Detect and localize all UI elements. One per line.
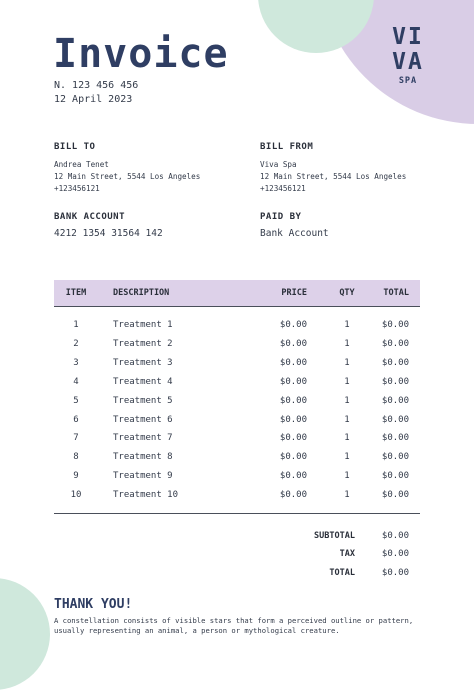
cell-item: 7 <box>73 433 79 444</box>
tax-label: TAX <box>339 549 355 559</box>
bill-to-phone: +123456121 <box>54 184 100 193</box>
cell-qty: 1 <box>344 320 350 330</box>
bank-account-value: 4212 1354 31564 142 <box>54 228 163 239</box>
cell-price: $0.00 <box>279 395 307 406</box>
invoice-title: Invoice <box>53 31 229 77</box>
cell-price: $0.00 <box>279 338 307 349</box>
cell-qty: 1 <box>344 395 350 406</box>
cell-total: $0.00 <box>381 395 409 406</box>
cell-qty: 1 <box>344 414 350 425</box>
column-header-total: TOTAL <box>383 288 409 298</box>
cell-price: $0.00 <box>279 471 307 482</box>
cell-item: 4 <box>73 376 79 387</box>
cell-total: $0.00 <box>381 357 409 368</box>
cell-qty: 1 <box>344 357 350 368</box>
cell-price: $0.00 <box>279 320 307 330</box>
cell-qty: 1 <box>344 433 350 444</box>
bill-to-label: BILL TO <box>54 142 96 152</box>
cell-qty: 1 <box>344 471 350 482</box>
subtotal-value: $0.00 <box>381 531 409 541</box>
column-header-price: PRICE <box>281 288 307 298</box>
bill-from-label: BILL FROM <box>260 142 314 152</box>
cell-description: Treatment 1 <box>113 320 173 330</box>
cell-price: $0.00 <box>279 452 307 463</box>
column-header-description: DESCRIPTION <box>113 288 170 298</box>
cell-description: Treatment 8 <box>113 452 173 463</box>
invoice-date: 12 April 2023 <box>54 94 133 105</box>
cell-description: Treatment 7 <box>113 433 173 444</box>
cell-price: $0.00 <box>279 490 307 501</box>
cell-qty: 1 <box>344 376 350 387</box>
footer-note: A constellation consists of visible stars that form a perceived outline or pattern, usually representing an animal, a person or mythological creature. <box>54 616 414 635</box>
bank-account-label: BANK ACCOUNT <box>54 212 126 222</box>
subtotal-label: SUBTOTAL <box>314 531 355 541</box>
cell-item: 3 <box>73 357 79 368</box>
cell-item: 9 <box>73 471 79 482</box>
cell-total: $0.00 <box>381 338 409 349</box>
bill-to-address: 12 Main Street, 5544 Los Angeles <box>54 172 201 181</box>
bill-from-name: Viva Spa <box>260 160 297 169</box>
cell-description: Treatment 10 <box>113 490 179 501</box>
cell-qty: 1 <box>344 452 350 463</box>
cell-qty: 1 <box>344 490 350 501</box>
cell-total: $0.00 <box>381 452 409 463</box>
paid-by-value: Bank Account <box>260 228 329 239</box>
cell-description: Treatment 3 <box>113 357 173 368</box>
column-header-item: ITEM <box>65 288 87 298</box>
total-value: $0.00 <box>381 568 409 578</box>
cell-total: $0.00 <box>381 414 409 425</box>
cell-total: $0.00 <box>381 376 409 387</box>
cell-item: 5 <box>73 395 79 406</box>
cell-total: $0.00 <box>381 471 409 482</box>
column-header-qty: QTY <box>339 288 355 298</box>
cell-item: 2 <box>73 338 79 349</box>
cell-total: $0.00 <box>381 490 409 501</box>
cell-description: Treatment 5 <box>113 395 173 406</box>
cell-item: 6 <box>73 414 79 425</box>
logo-line-1: VI <box>392 24 424 50</box>
cell-price: $0.00 <box>279 376 307 387</box>
cell-price: $0.00 <box>279 433 307 444</box>
tax-value: $0.00 <box>381 549 409 559</box>
cell-description: Treatment 4 <box>113 376 173 387</box>
decorative-circle-green-bottom <box>0 578 50 690</box>
cell-price: $0.00 <box>279 414 307 425</box>
bill-from-address: 12 Main Street, 5544 Los Angeles <box>260 172 407 181</box>
bill-to-name: Andrea Tenet <box>54 160 109 169</box>
cell-description: Treatment 9 <box>113 471 173 482</box>
cell-item: 8 <box>73 452 79 463</box>
logo-line-2: VA <box>392 49 424 75</box>
bill-from-phone: +123456121 <box>260 184 306 193</box>
thank-you-heading: THANK YOU! <box>54 597 133 612</box>
logo-line-3: SPA <box>398 76 418 86</box>
total-label: TOTAL <box>329 568 355 578</box>
cell-description: Treatment 2 <box>113 338 173 349</box>
cell-description: Treatment 6 <box>113 414 173 425</box>
cell-item: 10 <box>70 490 82 501</box>
cell-total: $0.00 <box>381 320 409 330</box>
cell-qty: 1 <box>344 338 350 349</box>
cell-item: 1 <box>73 320 79 330</box>
invoice-number: N. 123 456 456 <box>54 80 139 91</box>
table-header <box>54 280 420 307</box>
cell-price: $0.00 <box>279 357 307 368</box>
paid-by-label: PAID BY <box>260 212 302 222</box>
table-divider <box>54 513 420 514</box>
cell-total: $0.00 <box>381 433 409 444</box>
